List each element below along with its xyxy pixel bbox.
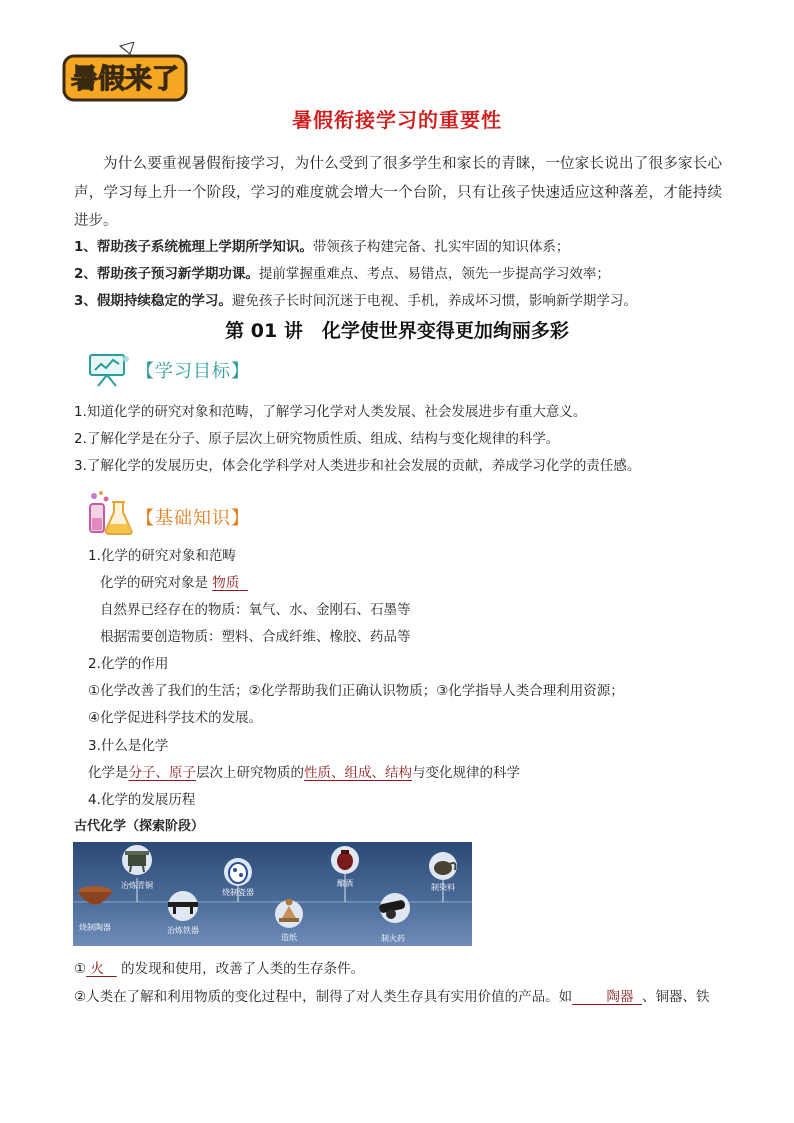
ancient-timeline-banner — [73, 842, 472, 946]
presentation-board-icon — [86, 352, 130, 388]
timeline-graphic — [73, 842, 472, 946]
k1-object-answer: 物质 — [212, 575, 240, 591]
fire-prefix: ① — [74, 961, 87, 977]
papermaking-figure-icon — [275, 899, 303, 929]
point-3-rest: 避免孩子长时间沉迷于电视、手机，养成坏习惯，影响新学期学习。 — [231, 293, 637, 309]
k1-title: 1.化学的研究对象和范畴 — [88, 548, 236, 564]
k3-answer-properties: 性质、组成、结构 — [304, 765, 412, 781]
lesson-title: 第 01 讲 化学使世界变得更加绚丽多彩 — [225, 320, 569, 342]
timeline-label-gunpowder: 制火药 — [381, 934, 405, 943]
timeline-label-porcelain: 烧制瓷器 — [222, 888, 254, 897]
summer-logo — [60, 42, 188, 104]
point-3-lead: 3、假期持续稳定的学习。 — [74, 293, 232, 309]
k1-created: 根据需要创造物质：塑料、合成纤维、橡胶、药品等 — [100, 629, 411, 645]
k3-title: 3.什么是化学 — [88, 738, 169, 754]
fire-rest: 的发现和使用，改善了人类的生存条件。 — [121, 961, 365, 977]
k4-title: 4.化学的发展历程 — [88, 792, 196, 808]
product-sentence — [74, 985, 710, 1005]
point-2 — [74, 262, 610, 282]
iron-tool-icon — [168, 891, 198, 921]
product-prefix: ②人类在了解和利用物质的变化过程中，制得了对人类生存具有实用价值的产品。如 — [74, 989, 573, 1005]
timeline-label-dye: 制染料 — [431, 883, 455, 892]
timeline-label-pottery: 烧制陶器 — [79, 923, 111, 932]
goals-label: 【学习目标】 — [136, 361, 250, 382]
timeline-label-wine: 酿酒 — [337, 879, 353, 888]
ancient-chemistry-title: 古代化学（探索阶段） — [74, 819, 205, 834]
k2-title: 2.化学的作用 — [88, 656, 169, 672]
goals-header — [86, 352, 306, 388]
goal-3: 3.了解化学的发展历史，体会化学科学对人类进步和社会发展的贡献，养成学习化学的责任感。 — [74, 458, 641, 474]
goal-2: 2.了解化学是在分子、原子层次上研究物质性质、组成、结构与变化规律的科学。 — [74, 431, 560, 447]
flask-icon — [86, 490, 134, 536]
point-1-rest: 带领孩子构建完备、扎实牢固的知识体系； — [312, 239, 570, 255]
timeline-label-iron: 冶炼铁器 — [167, 926, 199, 935]
point-1 — [74, 235, 569, 255]
fire-sentence — [74, 957, 364, 977]
wine-jar-icon — [331, 846, 359, 874]
dye-pot-icon — [429, 852, 457, 880]
k2-line-2: ④化学促进科学技术的发展。 — [88, 710, 263, 726]
k3-part-a: 化学是 — [88, 765, 129, 781]
point-2-lead: 2、帮助孩子预习新学期功课。 — [74, 266, 259, 282]
k1-natural: 自然界已经存在的物质：氧气、水、金刚石、石墨等 — [100, 602, 411, 618]
logo-text: 暑假来了 — [71, 64, 179, 95]
main-title: 暑假衔接学习的重要性 — [292, 108, 502, 132]
bronze-vessel-icon — [122, 845, 152, 875]
fire-answer: 火 — [90, 961, 104, 977]
point-1-lead: 1、帮助孩子系统梳理上学期所学知识。 — [74, 239, 313, 255]
k2-line-1: ①化学改善了我们的生活；②化学帮助我们正确认识物质；③化学指导人类合理利用资源； — [88, 683, 624, 699]
product-answer: 陶器 — [606, 989, 634, 1005]
k3-part-e: 与变化规律的科学 — [412, 765, 520, 781]
k3-part-c: 层次上研究物质的 — [196, 765, 304, 781]
timeline-label-paper: 造纸 — [281, 933, 297, 942]
basics-label: 【基础知识】 — [136, 508, 250, 529]
gunpowder-cannon-icon — [378, 893, 410, 923]
goal-1: 1.知道化学的研究对象和范畴，了解学习化学对人类发展、社会发展进步有重大意义。 — [74, 404, 587, 420]
point-3 — [74, 289, 637, 309]
k1-object-prefix: 化学的研究对象是 — [100, 575, 208, 591]
point-2-rest: 提前掌握重难点、考点、易错点，领先一步提高学习效率； — [258, 266, 610, 282]
porcelain-jar-icon — [224, 858, 252, 886]
k1-object — [100, 571, 248, 591]
basics-header — [86, 490, 306, 536]
k3-definition — [88, 761, 520, 781]
timeline-label-bronze: 冶炼青铜 — [121, 881, 153, 890]
intro-paragraph: 为什么要重视暑假衔接学习，为什么受到了很多学生和家长的青睐，一位家长说出了很多家长心声，学习每上升一个阶段，学习的难度就会增大一个台阶，只有让孩子快速适应这种落差，才能持续进步。 — [74, 156, 722, 229]
k3-answer-level: 分子、原子 — [128, 765, 196, 781]
product-rest: 、铜器、铁 — [642, 989, 710, 1005]
